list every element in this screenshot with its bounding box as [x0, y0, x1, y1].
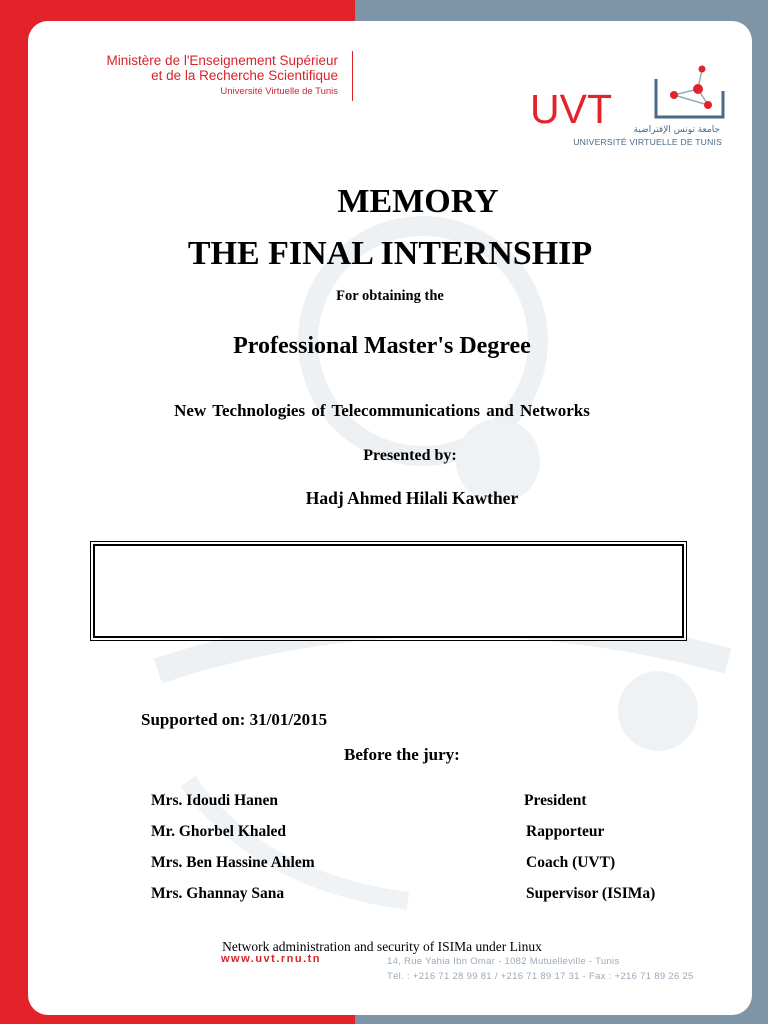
ministry-line1: Ministère de l'Enseignement Supérieur [106, 53, 338, 68]
jury-member-role: Coach (UVT) [526, 854, 616, 871]
jury-member-role: Supervisor (ISIMa) [526, 885, 656, 902]
logo-arabic-text: جامعة تونس الإفتراضية [633, 125, 720, 135]
specialty-title: New Technologies of Telecommunications and Networks [174, 401, 590, 420]
contact-phones: Tél. : +216 71 28 99 81 / +216 71 89 17 31 - Fax : +216 71 89 26 25 [387, 971, 694, 982]
university-line: Université Virtuelle de Tunis [220, 86, 338, 97]
cover-page [28, 21, 752, 1015]
jury-member-name: Mrs. Ben Hassine Ahlem [151, 854, 315, 871]
degree-title: Professional Master's Degree [233, 333, 531, 359]
logo-french-text: UNIVERSITÉ VIRTUELLE DE TUNIS [573, 137, 722, 147]
jury-member-name: Mr. Ghorbel Khaled [151, 823, 287, 840]
header-divider [352, 51, 353, 101]
author-name: Hadj Ahmed Hilali Kawther [305, 488, 519, 508]
title-line2: THE FINAL INTERNSHIP [187, 235, 593, 272]
obtaining-label: For obtaining the [336, 288, 444, 304]
ministry-line2: et de la Recherche Scientifique [151, 68, 338, 83]
jury-label: Before the jury: [344, 745, 460, 764]
title-line1: MEMORY [337, 183, 499, 220]
presented-by-label: Presented by: [363, 447, 457, 464]
jury-member-name: Mrs. Ghannay Sana [151, 885, 285, 902]
website-link[interactable]: www.uvt.rnu.tn [221, 953, 322, 965]
logo-acronym: UVT [530, 86, 612, 125]
project-title-box [93, 544, 684, 638]
defense-date: Supported on: 31/01/2015 [141, 710, 328, 729]
jury-member-role: Rapporteur [526, 823, 605, 840]
ministry-block [28, 53, 338, 99]
postal-address: 14, Rue Yahia Ibn Omar - 1082 Mutuelleville - Tunis [387, 956, 620, 967]
jury-member-role: President [524, 792, 587, 809]
jury-member-name: Mrs. Idoudi Hanen [151, 792, 279, 809]
project-subject: Network administration and security of ISIMa under Linux [222, 939, 542, 954]
uvt-logo-icon [528, 61, 728, 125]
watermark-graphic [28, 21, 752, 1015]
